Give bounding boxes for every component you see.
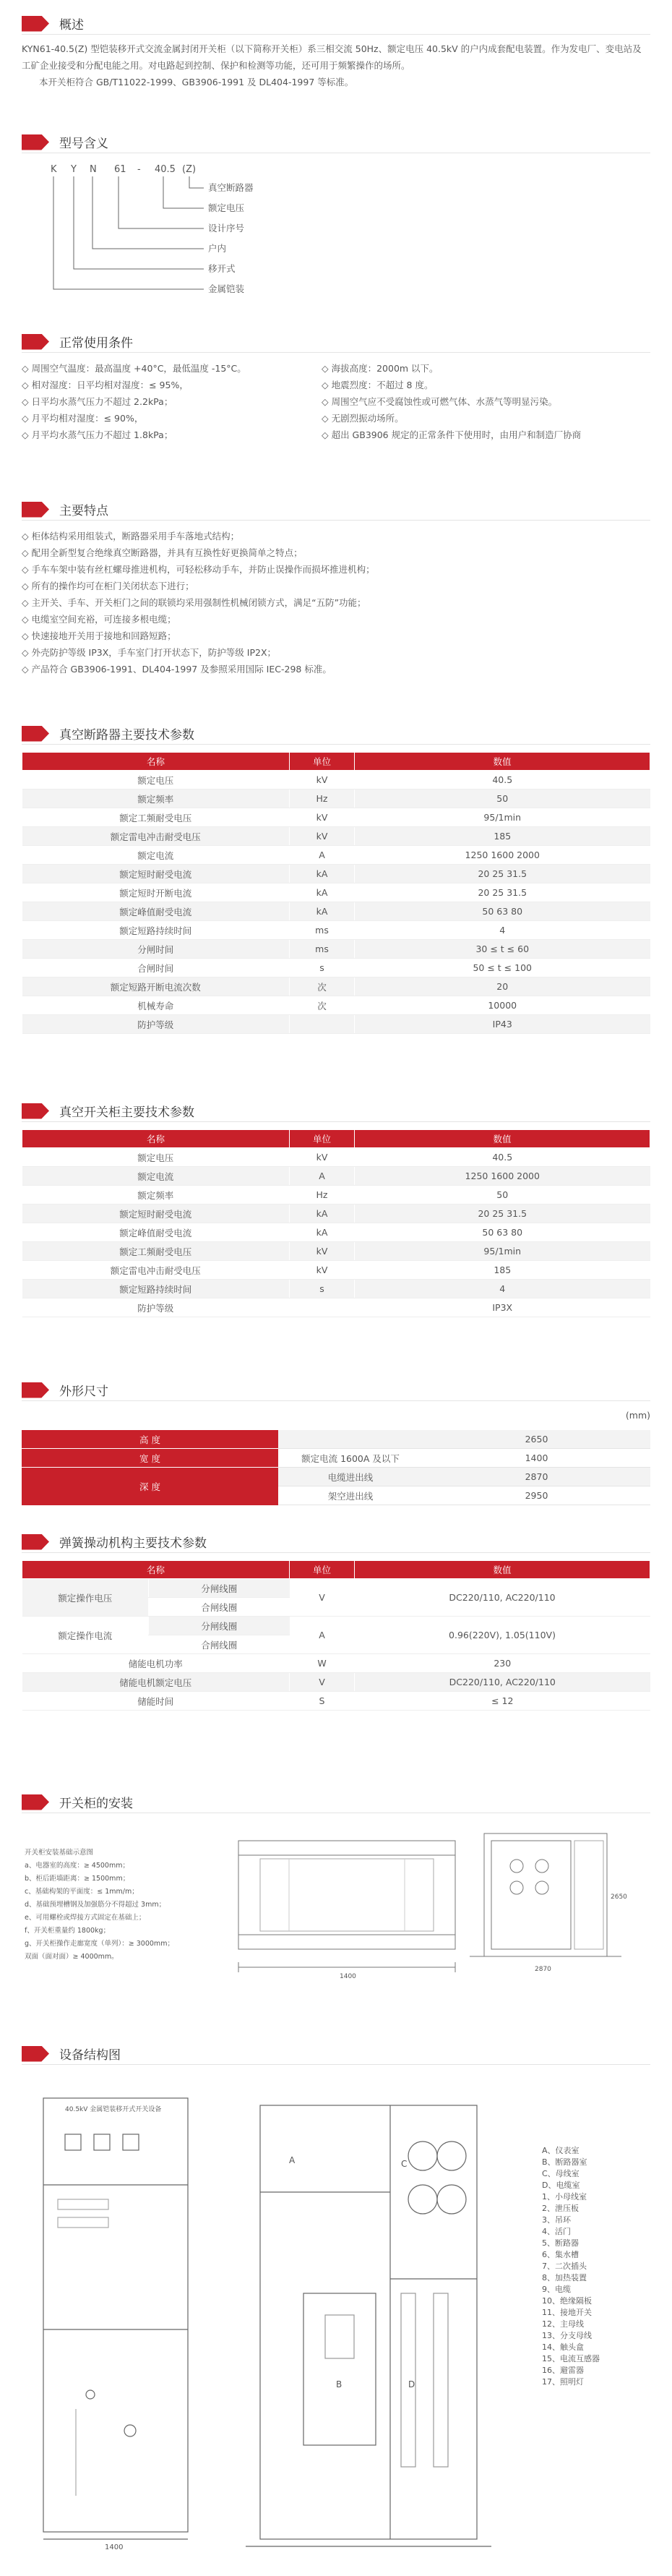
code-y: Y (71, 164, 77, 175)
install-diagram (22, 1826, 650, 1989)
table-cell: 40.5 (355, 771, 650, 790)
current-value: 0.96(220V), 1.05(110V) (355, 1617, 650, 1654)
install-note: a、电器室的高度：≥ 4500mm； (25, 1862, 129, 1870)
column-header: 单位 (290, 1130, 355, 1148)
legend-item: 1、小母线室 (542, 2192, 587, 2201)
list-item: ◇ 无剧烈振动场所。 (322, 413, 404, 424)
section-arrow-icon (22, 1794, 49, 1810)
table-cell: IP3X (355, 1298, 650, 1317)
dimensions-section (22, 1379, 650, 1505)
features-section (22, 499, 650, 677)
voltage-label: 额定操作电压 (22, 1579, 149, 1617)
column-header: 数值 (355, 753, 650, 771)
depth-overhead-label: 架空进出线 (327, 1490, 374, 1502)
code-k: K (51, 164, 57, 175)
install-section (22, 1792, 650, 1989)
meaning-design-no: 设计序号 (208, 223, 245, 234)
table-cell: 4 (355, 921, 650, 940)
table-cell: 机械寿命 (22, 996, 290, 1015)
table-cell: A (290, 1167, 355, 1186)
legend-item: 7、二次插头 (542, 2262, 587, 2271)
table-row (22, 790, 650, 808)
legend-item: 12、主母线 (542, 2319, 584, 2329)
table-row (22, 1223, 650, 1242)
table-cell: 50 63 80 (355, 1223, 650, 1242)
table-cell: 95/1min (355, 1242, 650, 1261)
section-title: 弹簧操动机构主要技术参数 (59, 1536, 207, 1551)
section-title: 正常使用条件 (59, 336, 133, 351)
table-cell: s (290, 1280, 355, 1298)
table-cell: 额定电压 (22, 771, 290, 790)
table-cell: 分闸时间 (22, 940, 290, 959)
list-item: ◇ 快速接地开关用于接地和回路短路； (22, 630, 176, 641)
table-row (22, 1692, 650, 1711)
width-condition: 额定电流 1600A 及以下 (301, 1452, 400, 1464)
legend-item: 3、吊环 (542, 2215, 571, 2225)
list-item: ◇ 手车车架中装有丝杠螺母推进机构，可轻松移动手车，并防止误操作而损坏推进机构； (22, 564, 375, 575)
section-arrow-icon (22, 1534, 49, 1550)
table-row (22, 1167, 650, 1186)
table-row (22, 977, 650, 996)
table-header-row (22, 1561, 650, 1579)
height-label: 高 度 (22, 1430, 278, 1449)
table-cell: 50 63 80 (355, 902, 650, 921)
list-item: ◇ 超出 GB3906 规定的正常条件下使用时，由用户和制造厂协商 (322, 429, 582, 440)
list-item: ◇ 月平均相对湿度：≤ 90%， (22, 413, 144, 424)
list-item: ◇ 外壳防护等级 IP3X，手车室门打开状态下，防护等级 IP2X； (22, 647, 277, 658)
conditions-header (22, 331, 650, 353)
table-cell: kA (290, 1204, 355, 1223)
list-item: ◇ 月平均水蒸气压力不超过 1.8kPa； (22, 429, 173, 440)
table-row (22, 1015, 650, 1034)
meaning-voltage: 额定电压 (208, 202, 245, 213)
table-cell (290, 1298, 355, 1317)
table-row (22, 921, 650, 940)
dimensions-table (22, 1430, 650, 1505)
list-item: ◇ 海拔高度：2000m 以下。 (322, 363, 439, 374)
legend-item: D、电缆室 (542, 2181, 580, 2190)
table-row (22, 1617, 650, 1635)
features-list (22, 528, 650, 677)
list-item: ◇ 地震烈度：不超过 8 度。 (322, 380, 434, 390)
section-arrow-icon (22, 16, 49, 32)
install-note: c、基础构架的平面度：≤ 1mm/m； (25, 1888, 139, 1896)
table-row (22, 1298, 650, 1317)
list-item: ◇ 周围空气应不受腐蚀性或可燃气体、水蒸气等明显污染。 (322, 396, 558, 407)
table-cell: 防护等级 (22, 1015, 290, 1034)
depth-cable-value: 2870 (525, 1471, 548, 1482)
table-cell: ms (290, 940, 355, 959)
list-item: ◇ 相对湿度：日平均相对湿度：≤ 95%， (22, 380, 189, 390)
unit-label: (mm) (625, 1410, 650, 1421)
sub-open: 分闸线圈 (149, 1617, 290, 1635)
install-note: b、柜后距墙距离：≥ 1500mm； (25, 1875, 130, 1883)
table-cell: kV (290, 1242, 355, 1261)
table-cell: Hz (290, 1186, 355, 1204)
section-letter-c: C (401, 2159, 408, 2169)
table-cell: 额定电流 (22, 846, 290, 865)
table-cell: A (290, 846, 355, 865)
column-header: 数值 (355, 1130, 650, 1148)
section-arrow-icon (22, 2046, 49, 2062)
table-cell: 额定短时耐受电流 (22, 865, 290, 883)
table-cell: kA (290, 1223, 355, 1242)
table-cell: 10000 (355, 996, 650, 1015)
table-row (22, 883, 650, 902)
current-unit: A (290, 1617, 355, 1654)
breaker-spec-table (22, 752, 650, 1034)
column-header: 单位 (290, 1561, 355, 1579)
table-cell (290, 1015, 355, 1034)
table-cell: kV (290, 771, 355, 790)
install-notes (25, 1847, 191, 1964)
table-cell: 1250 1600 2000 (355, 846, 650, 865)
table-cell: 次 (290, 977, 355, 996)
list-item: ◇ 电缆室空间充裕，可连接多根电缆； (22, 614, 176, 625)
table-cell: 额定峰值耐受电流 (22, 902, 290, 921)
section-arrow-icon (22, 334, 49, 350)
table-cell: 95/1min (355, 808, 650, 827)
table-cell: 20 25 31.5 (355, 883, 650, 902)
table-row (22, 902, 650, 921)
table-cell: kV (290, 1148, 355, 1167)
conditions-left-list (22, 360, 322, 443)
table-cell: 20 25 31.5 (355, 1204, 650, 1223)
table-cell: 1250 1600 2000 (355, 1167, 650, 1186)
table-cell: 储能电机额定电压 (22, 1673, 290, 1692)
conditions-section (22, 331, 650, 443)
depth-label: 深 度 (139, 1481, 160, 1492)
table-cell: 额定电压 (22, 1148, 290, 1167)
legend-item: C、母线室 (542, 2169, 580, 2178)
table-cell: kV (290, 827, 355, 846)
section-arrow-icon (22, 502, 49, 518)
switchgear-section (22, 1100, 650, 1317)
table-row (22, 1280, 650, 1298)
section-title: 概述 (59, 18, 84, 33)
current-label: 额定操作电流 (22, 1617, 149, 1654)
section-arrow-icon (22, 134, 49, 150)
table-cell: 额定短时开断电流 (22, 883, 290, 902)
legend-item: 14、触头盒 (542, 2342, 584, 2352)
list-item: ◇ 日平均水蒸气压力不超过 2.2kPa； (22, 396, 173, 407)
section-arrow-icon (22, 1382, 49, 1398)
install-note: f、开关柜重量约 1800kg； (25, 1927, 111, 1935)
dimensions-header (22, 1379, 650, 1401)
section-title: 开关柜的安装 (59, 1797, 133, 1811)
list-item: ◇ 产品符合 GB3906-1991、DL404-1997 及参照采用国际 IEC-298 标准。 (22, 664, 332, 675)
table-row (22, 996, 650, 1015)
table-cell: s (290, 959, 355, 977)
table-cell: 额定雷电冲击耐受电压 (22, 1261, 290, 1280)
voltage-value: DC220/110, AC220/110 (355, 1579, 650, 1617)
table-row (22, 808, 650, 827)
breaker-header (22, 723, 650, 745)
code-dash: - (137, 164, 141, 175)
voltage-unit: V (290, 1579, 355, 1617)
sub-open: 分闸线圈 (149, 1579, 290, 1598)
legend-item: 11、接地开关 (542, 2308, 592, 2317)
structure-header (22, 2043, 650, 2065)
table-cell: 额定工频耐受电压 (22, 808, 290, 827)
overview-section (22, 13, 650, 90)
model-code-diagram (22, 156, 311, 294)
switchgear-header (22, 1100, 650, 1122)
section-title: 外形尺寸 (59, 1385, 108, 1399)
table-row (22, 1654, 650, 1673)
table-cell: 储能时间 (22, 1692, 290, 1711)
front-view-title: 40.5kV 金属铠装移开式开关设备 (65, 2106, 162, 2113)
meaning-armored: 金属铠装 (208, 283, 245, 294)
table-cell: 次 (290, 996, 355, 1015)
table-cell: 50 (355, 790, 650, 808)
legend-item: 4、活门 (542, 2227, 571, 2236)
list-item: ◇ 所有的操作均可在柜门关闭状态下进行； (22, 581, 194, 591)
front-view-width: 1400 (105, 2543, 124, 2551)
install-note: 开关柜安装基础示意图 (25, 1849, 94, 1857)
code-n: N (90, 164, 97, 175)
install-note: g、开关柜操作走廊宽度（单列）：≥ 3000mm； (25, 1940, 174, 1948)
table-row (22, 827, 650, 846)
legend-item: B、断路器室 (542, 2157, 587, 2167)
table-cell: 50 (355, 1186, 650, 1204)
table-cell: 4 (355, 1280, 650, 1298)
section-title: 设备结构图 (59, 2048, 121, 2063)
drawing-label-depth: 2870 (535, 1966, 551, 1973)
table-header-row (22, 1130, 650, 1148)
table-cell: 额定短路持续时间 (22, 1280, 290, 1298)
table-cell: W (290, 1654, 355, 1673)
table-row (22, 959, 650, 977)
meaning-withdrawable: 移开式 (208, 263, 236, 274)
install-note: d、基础预埋槽钢及加强筋分不得超过 3mm； (25, 1901, 166, 1909)
depth-cable-label: 电缆进出线 (327, 1471, 374, 1483)
mechanism-section (22, 1531, 650, 1711)
table-cell: kV (290, 1261, 355, 1280)
table-cell: 额定电流 (22, 1167, 290, 1186)
legend-item: 13、分支母线 (542, 2331, 592, 2340)
meaning-indoor: 户内 (208, 243, 227, 254)
section-letter-b: B (336, 2379, 343, 2389)
table-row (22, 1673, 650, 1692)
standards-paragraph: 本开关柜符合 GB/T11022-1999、GB3906-1991 及 DL404-1997 等标准。 (39, 77, 354, 87)
model-section (22, 132, 650, 296)
section-title: 主要特点 (59, 504, 108, 518)
table-cell: 185 (355, 1261, 650, 1280)
table-cell: 额定雷电冲击耐受电压 (22, 827, 290, 846)
table-cell: 额定短时耐受电流 (22, 1204, 290, 1223)
front-view-drawing (22, 2091, 210, 2554)
table-cell: DC220/110, AC220/110 (355, 1673, 650, 1692)
table-row (22, 1242, 650, 1261)
legend-item: A、仪表室 (542, 2146, 580, 2155)
table-cell: ms (290, 921, 355, 940)
legend-item: 17、照明灯 (542, 2377, 584, 2387)
model-header (22, 132, 650, 153)
table-cell: kA (290, 865, 355, 883)
table-cell: kA (290, 883, 355, 902)
overview-paragraph: KYN61-40.5(Z) 型铠装移开式交流金属封闭开关柜（以下简称开关柜）系三相交流 50Hz、额定电压 40.5kV 的户内成套配电装置。作为发电厂、变电站及工矿企业接受和分配电能之用。对电路起到控制、保护和检测等功能，还可用于频繁操作的场所。 (22, 43, 642, 71)
table-cell: kV (290, 808, 355, 827)
table-cell: 额定峰值耐受电流 (22, 1223, 290, 1242)
install-header (22, 1792, 650, 1813)
table-row (22, 865, 650, 883)
overview-header (22, 13, 650, 35)
table-row (22, 1148, 650, 1167)
table-row (22, 1204, 650, 1223)
legend-item: 9、电缆 (542, 2285, 571, 2294)
section-title: 型号含义 (59, 137, 108, 151)
table-cell: V (290, 1673, 355, 1692)
section-arrow-icon (22, 1103, 49, 1119)
height-value: 2650 (278, 1430, 650, 1449)
table-cell: S (290, 1692, 355, 1711)
column-header: 名称 (22, 1561, 290, 1579)
table-cell: ≤ 12 (355, 1692, 650, 1711)
sub-close: 合闸线圈 (149, 1635, 290, 1654)
list-item: ◇ 配用全新型复合绝缘真空断路器，并具有互换性好更换简单之特点； (22, 547, 303, 558)
table-cell: 额定工频耐受电压 (22, 1242, 290, 1261)
mechanism-spec-table (22, 1560, 650, 1711)
table-row (22, 846, 650, 865)
drawing-label-width: 1400 (340, 1973, 356, 1980)
table-cell: kA (290, 902, 355, 921)
legend-item: 15、电流互感器 (542, 2354, 600, 2363)
table-row (22, 940, 650, 959)
column-header: 名称 (22, 753, 290, 771)
table-cell: IP43 (355, 1015, 650, 1034)
mechanism-header (22, 1531, 650, 1553)
column-header: 单位 (290, 753, 355, 771)
table-cell: 230 (355, 1654, 650, 1673)
list-item: ◇ 主开关、手车、开关柜门之间的联锁均采用强制性机械闭锁方式，满足“五防”功能； (22, 597, 366, 608)
legend-item: 5、断路器 (542, 2238, 579, 2248)
code-61: 61 (114, 164, 126, 175)
table-cell: 20 25 31.5 (355, 865, 650, 883)
table-row (22, 771, 650, 790)
table-cell: 20 (355, 977, 650, 996)
column-header: 名称 (22, 1130, 290, 1148)
legend-item: 10、绝缘隔板 (542, 2296, 592, 2306)
section-letter-d: D (408, 2379, 415, 2389)
section-view-drawing (246, 2076, 549, 2568)
section-title: 真空断路器主要技术参数 (59, 728, 194, 743)
list-item: ◇ 柜体结构采用组装式，断路器采用手车落地式结构； (22, 531, 240, 542)
width-value: 1400 (525, 1452, 548, 1463)
legend-item: 2、泄压板 (542, 2204, 579, 2213)
legend-item: 6、集水槽 (542, 2250, 579, 2259)
table-cell: 合闸时间 (22, 959, 290, 977)
width-label: 宽 度 (22, 1449, 278, 1468)
install-note: e、可用螺栓或焊接方式固定在基础上； (25, 1914, 146, 1922)
legend-item: 8、加热装置 (542, 2273, 587, 2282)
table-cell: 30 ≤ t ≤ 60 (355, 940, 650, 959)
table-cell: 185 (355, 827, 650, 846)
structure-diagram (22, 2076, 650, 2575)
table-cell: 额定频率 (22, 1186, 290, 1204)
table-cell: 额定短路开断电流次数 (22, 977, 290, 996)
legend-item: 16、避雷器 (542, 2366, 584, 2375)
table-cell: Hz (290, 790, 355, 808)
table-row (22, 1579, 650, 1598)
section-arrow-icon (22, 726, 49, 742)
table-header-row (22, 753, 650, 771)
code-40-5: 40.5 (155, 164, 176, 175)
switchgear-spec-table (22, 1129, 650, 1317)
depth-overhead-value: 2950 (525, 1490, 548, 1501)
sub-close: 合闸线圈 (149, 1598, 290, 1617)
meaning-breaker: 真空断路器 (208, 182, 254, 193)
table-cell: 储能电机功率 (22, 1654, 290, 1673)
code-z: (Z) (182, 164, 197, 175)
foundation-drawing (217, 1826, 650, 1989)
column-header: 数值 (355, 1561, 650, 1579)
structure-legend (542, 2145, 650, 2388)
table-cell: 额定频率 (22, 790, 290, 808)
section-letter-a: A (289, 2155, 296, 2165)
conditions-right-list (322, 360, 650, 443)
table-cell: 40.5 (355, 1148, 650, 1167)
table-cell: 防护等级 (22, 1298, 290, 1317)
table-cell: 50 ≤ t ≤ 100 (355, 959, 650, 977)
install-note: 双面（面对面）≥ 4000mm。 (25, 1953, 119, 1961)
breaker-section (22, 723, 650, 1034)
features-header (22, 499, 650, 521)
section-title: 真空开关柜主要技术参数 (59, 1105, 194, 1120)
structure-section (22, 2043, 650, 2575)
table-row (22, 1261, 650, 1280)
table-row (22, 1186, 650, 1204)
list-item: ◇ 周围空气温度：最高温度 +40°C，最低温度 -15°C。 (22, 363, 246, 374)
drawing-label-height: 2650 (611, 1894, 627, 1901)
table-cell: 额定短路持续时间 (22, 921, 290, 940)
